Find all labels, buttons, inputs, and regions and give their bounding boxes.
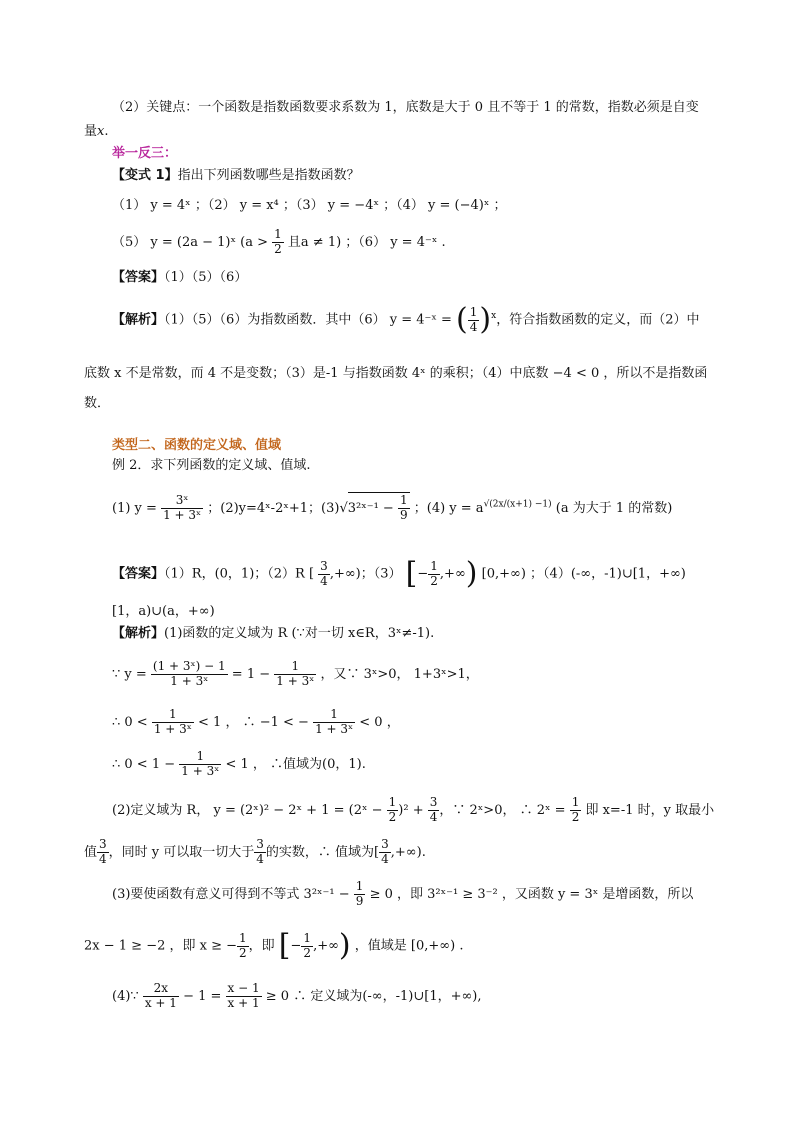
analysis-2-part3-cont: 2x − 1 ≥ −2 ，即 x ≥ − $\frac{1}{2}$ ，即 [− $\frac{1}{2}$ ,+∞) ，值域是 [0,+∞) . <box>84 928 464 963</box>
variant-items-line1: （1） y = 4ˣ ；（2） y = x⁴ ；（3） y = −4ˣ ；（4） y = (−4)ˣ ； <box>112 198 507 213</box>
analysis-2-part2: (2)定义域为 R， y = (2ˣ)² − 2ˣ + 1 = (2ˣ − $\frac{1}{2}$ )² + $\frac{3}{4}$ ，∵ 2ˣ>0， ∴ 2ˣ = $\frac{1}{2}$ 即 x=-1 时，y 取最小 <box>112 795 715 824</box>
analysis-2-part4: (4)∵ $\frac{2x}{x + 1}$ − 1 = $\frac{x - 1}{x + 1}$ ≥ 0 ∴ 定义域为(-∞，-1)∪[1，+∞), <box>112 981 482 1010</box>
analysis-1-line2: 底数 x 不是常数，而 4 不是变数；（3）是-1 与指数函数 4ˣ 的乘积；（4）中底数 −4 < 0 ，所以不是指数函 <box>84 366 708 381</box>
answer-1: 【答案】（1）（5）（6） <box>112 270 248 285</box>
analysis-2-part2-cont: 值 $\frac{3}{4}$ ，同时 y 可以取一切大于 $\frac{3}{4}$ 的实数，∴ 值域为[ $\frac{3}{4}$ ,+∞). <box>84 837 426 866</box>
analysis-2-line3: ∴ 0 < $\frac{1}{\text{1 + 3ˣ}}$ < 1 ， ∴ −1 < − $\frac{1}{\text{1 + 3ˣ}}$ < 0 ， <box>112 707 400 736</box>
section-title-type2: 类型二、函数的定义域、值域 <box>112 438 282 453</box>
analysis-2-line1: 【解析】(1)函数的定义域为 R (∵对一切 x∈R，3ˣ≠-1). <box>112 626 435 641</box>
paragraph-key-point-cont: 量x. <box>84 124 109 139</box>
analysis-2-line4: ∴ 0 < 1 − $\frac{1}{\text{1 + 3ˣ}}$ < 1 ， ∴值域为(0，1). <box>112 749 366 778</box>
answer-2: 【答案】（1）R，(0，1)；（2）R [ $\frac{3}{4}$ ,+∞)；（3） [− $\frac{1}{2}$ ,+∞) [0,+∞) ；（4）(-∞，-1)∪[1，+∞) <box>112 556 686 591</box>
analysis-1-line3: 数． <box>84 396 111 411</box>
example-2: 例 2．求下列函数的定义域、值域. <box>112 458 311 473</box>
variant-1: 【变式 1】指出下列函数哪些是指数函数？ <box>112 168 360 183</box>
example-2-functions: (1) y = $\frac{\text{3ˣ}}{\text{1 + 3ˣ}}$ ；(2)y=4ˣ-2ˣ+1；(3)√3²ˣ⁻¹ − $\frac{1}{9}$ ；(4) $y = a^{√(2x/(x+1) -1)}$ (a 为大于 1 的常数) <box>112 493 673 522</box>
answer-2-line2: [1，a)∪(a，+∞) <box>112 604 215 619</box>
analysis-2-line2: ∵ y = $\frac{\text{(1 + 3ˣ) − 1}}{\text{1 + 3ˣ}}$ = 1 − $\frac{1}{\text{1 + 3ˣ}}$ ，又∵ 3ˣ>0， 1+3ˣ>1， <box>112 659 479 688</box>
analysis-2-part3: (3)要使函数有意义可得到不等式 3²ˣ⁻¹ − $\frac{1}{9}$ ≥ 0 ，即 3²ˣ⁻¹ ≥ 3⁻² ，又函数 y = 3ˣ 是增函数，所以 <box>112 879 694 908</box>
practice-title: 举一反三： <box>112 146 178 161</box>
paragraph-key-point: （2）关键点：一个函数是指数函数要求系数为 1，底数是大于 0 且不等于 1 的常数，指数必须是自变 <box>112 100 699 115</box>
analysis-1-line1: 【解析】（1）（5）（6）为指数函数．其中（6） y = 4⁻ˣ = ( $\frac{1}{4}$ )$^x$，符合指数函数的定义，而（2）中 <box>112 302 700 337</box>
variant-items-line2: （5） y = (2a − 1)ˣ (a > $\frac{1}{2}$ 且a ≠ 1) ；（6） y = 4⁻ˣ . <box>112 227 446 256</box>
fraction: $\frac{1}{2}$ <box>274 227 282 256</box>
